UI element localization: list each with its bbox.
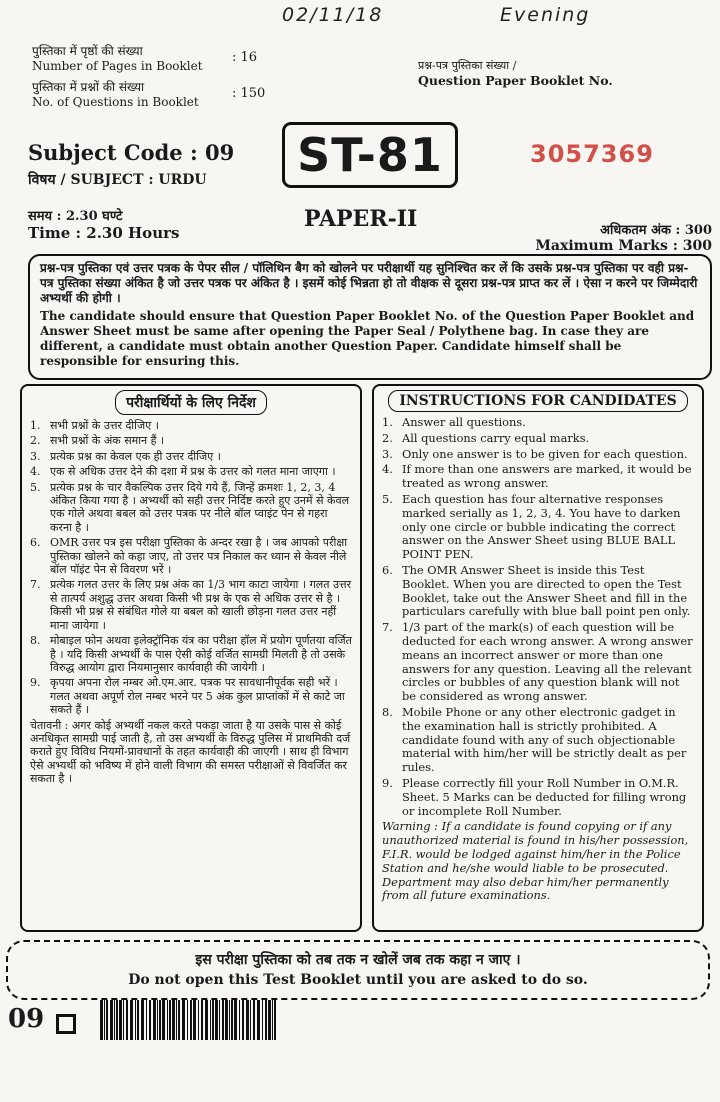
english-instruction-item-text: Only one answer is to be given for each question. xyxy=(402,446,688,461)
hindi-instruction-item xyxy=(30,450,352,463)
english-instruction-item-text: Mobile Phone or any other electronic gadget in the examination hall is strictly prohibited. A candidate found with any of such objectionable material with him/her will be strictly dealt as per rules. xyxy=(402,704,687,775)
hindi-instruction-item-number: 2. xyxy=(30,434,41,448)
questions-label-hi: पुस्तिका में प्रश्नों की संख्या xyxy=(32,80,145,94)
english-instructions-list xyxy=(382,416,694,818)
booklet-code: ST-81 xyxy=(282,122,458,188)
english-instruction-item-text: Please correctly fill your Roll Number in O.M.R. Sheet. 5 Marks can be deducted for filling wrong or incomplete Roll Number. xyxy=(402,775,687,818)
marks-hi: अधिकतम अंक : 300 xyxy=(600,223,712,238)
do-not-open-hi: इस परीक्षा पुस्तिका को तब तक न खोलें जब तक कहा न जाए । xyxy=(195,952,521,968)
english-instruction-item xyxy=(382,706,694,775)
hindi-instruction-item xyxy=(30,465,352,478)
english-instruction-item xyxy=(382,463,694,491)
hindi-instruction-item-number: 4. xyxy=(30,465,41,479)
hindi-instruction-item-number: 6. xyxy=(30,536,41,550)
hindi-instruction-item-text: प्रत्येक प्रश्न के चार वैकल्पिक उत्तर दिये गये हैं, जिन्हें क्रमशः 1, 2, 3, 4 अंकित किया गया है । अभ्यर्थी को सही उत्तर निर्दिष्ट करते हुए उनमें से केवल एक गोले अथवा बबल को उत्तर पत्रक पर नीले बॉल प्वाइंट पेन से गहरा करना है । xyxy=(50,480,350,534)
subject-code: Subject Code : 09 xyxy=(28,140,235,165)
english-instruction-item xyxy=(382,416,694,430)
hindi-instruction-item-number: 1. xyxy=(30,419,41,432)
hindi-instruction-item xyxy=(30,434,352,447)
english-instruction-item-number: 5. xyxy=(382,491,393,506)
hindi-instruction-item xyxy=(30,481,352,535)
booklet-verification-notice xyxy=(28,254,712,380)
hindi-instruction-item xyxy=(30,578,352,632)
time-hi: समय : 2.30 घण्टे xyxy=(28,209,123,224)
hindi-warning: चेतावनी : अगर कोई अभ्यर्थी नकल करते पकड़ा जाता है या उसके पास से कोई अनधिकृत सामग्री पाई जाती है, तो उस अभ्यर्थी के विरुद्ध पुलिस में प्राथमिकी दर्ज कराते हुए विविध नियमों-प्रावधानों के तहत कार्यवाही की जाएगी । साथ ही विभाग ऐसे अभ्यर्थी को भविष्य में होने वाली विभाग की समस्त परीक्षाओं से विवर्जित कर सकता है । xyxy=(30,718,351,786)
hindi-instruction-item-text: प्रत्येक प्रश्न का केवल एक ही उत्तर दीजिए । xyxy=(50,449,221,463)
hindi-instruction-item xyxy=(30,676,352,716)
english-instruction-item-number: 6. xyxy=(382,562,393,577)
english-instruction-item xyxy=(382,777,694,818)
booklet-number-label xyxy=(418,58,613,88)
hindi-instruction-item-number: 3. xyxy=(30,449,41,463)
english-instruction-item-number: 9. xyxy=(382,775,393,790)
do-not-open-notice xyxy=(6,940,710,1000)
hindi-instruction-item-number: 9. xyxy=(30,676,41,690)
booklet-info xyxy=(32,44,272,110)
hindi-instruction-item-text: OMR उत्तर पत्र इस परीक्षा पुस्तिका के अन्दर रखा है । जब आपको परीक्षा पुस्तिका खोलने को कहा जाए, तो उत्तर पत्र निकाल कर ध्यान से केवल नीले बॉल पॉइंट पेन से विवरण भरें । xyxy=(50,536,348,577)
english-instructions-panel xyxy=(372,384,704,932)
hindi-instruction-item-number: 7. xyxy=(30,578,41,592)
barcode-icon xyxy=(100,1000,280,1040)
english-instruction-item xyxy=(382,432,694,446)
english-instruction-item xyxy=(382,448,694,462)
hindi-instruction-item xyxy=(30,634,352,674)
questions-label-en: No. of Questions in Booklet xyxy=(32,95,199,109)
hindi-instruction-item-text: सभी प्रश्नों के उत्तर दीजिए । xyxy=(50,419,159,432)
pages-label-en: Number of Pages in Booklet xyxy=(32,59,203,73)
paper-title: PAPER-II xyxy=(304,206,418,232)
english-instruction-item-text: If more than one answers are marked, it would be treated as wrong answer. xyxy=(402,462,692,491)
english-instruction-item-number: 4. xyxy=(382,462,393,477)
hindi-instruction-item-number: 8. xyxy=(30,634,41,648)
english-instruction-item-number: 2. xyxy=(382,430,393,445)
checkbox-icon xyxy=(56,1014,76,1034)
english-instruction-item xyxy=(382,564,694,619)
notice-en: The candidate should ensure that Question Paper Booklet No. of the Question Paper Booklet and Answer Sheet must be same after opening the Paper Seal / Polythene bag. In case they are different, a candidate must obtain another Question Paper. Candidate himself shall be responsible for ensuring this. xyxy=(40,309,695,368)
english-instruction-item-text: Answer all questions. xyxy=(402,415,526,429)
handwritten-session: Evening xyxy=(500,4,591,26)
english-warning: Warning : If a candidate is found copying or if any unauthorized material is found in his/her possession, F.I.R. would be lodged against him/her in the Police Station and he/she would liable to be prosecuted. Department may also debar him/her permanently from all future examinations. xyxy=(382,819,689,903)
marks-en: Maximum Marks : 300 xyxy=(535,238,712,254)
handwritten-date: 02/11/18 xyxy=(282,4,384,26)
english-instruction-item-number: 8. xyxy=(382,704,393,719)
english-instruction-item-text: 1/3 part of the mark(s) of each question will be deducted for each wrong answer. A wrong answer means an incorrect answer or more than one answers for any question. Leaving all the relevant circles or bubbles of any question blank will not be considered as wrong answer. xyxy=(402,620,693,704)
pages-label-hi: पुस्तिका में पृष्ठों की संख्या xyxy=(32,44,143,58)
time-en: Time : 2.30 Hours xyxy=(28,224,180,242)
serial-number: 3057369 xyxy=(530,140,654,168)
footer-code: 09 xyxy=(8,1004,45,1034)
english-instructions-title: INSTRUCTIONS FOR CANDIDATES xyxy=(388,390,687,412)
hindi-instruction-item-text: कृपया अपना रोल नम्बर ओ.एम.आर. पत्रक पर सावधानीपूर्वक सही भरें । गलत अथवा अपूर्ण रोल नम्बर भरने पर 5 अंक कुल प्राप्तांकों में से काटे जा सकते हैं । xyxy=(50,676,345,717)
english-instruction-item-text: All questions carry equal marks. xyxy=(402,430,590,445)
booklet-number-label-hi: प्रश्न-पत्र पुस्तिका संख्या / xyxy=(418,59,517,72)
pages-value: : 16 xyxy=(232,50,258,65)
english-instruction-item-text: Each question has four alternative responses marked serially as 1, 2, 3, 4. You have to darken only one circle or bubble indicating the correct answer on the Answer Sheet using BLUE BALL POINT PEN. xyxy=(402,491,681,562)
booklet-number-label-en: Question Paper Booklet No. xyxy=(418,73,613,88)
hindi-instruction-item-text: प्रत्येक गलत उत्तर के लिए प्रश्न अंक का 1/3 भाग काटा जायेगा । गलत उत्तर से तात्पर्य अशुद्ध उत्तर अथवा किसी भी प्रश्न के एक से अधिक उत्तर से है । किसी भी प्रश्न से संबंधित गोले या बबल को खाली छोड़ना गलत उत्तर नहीं माना जायेगा । xyxy=(50,578,352,632)
hindi-instruction-item-text: सभी प्रश्नों के अंक समान हैं । xyxy=(50,434,165,448)
hindi-instructions-list xyxy=(30,419,352,717)
english-instruction-item-text: The OMR Answer Sheet is inside this Test Booklet. When you are directed to open the Test Booklet, take out the Answer Sheet and fill in the particulars carefully with blue ball point pen only. xyxy=(402,562,691,619)
hindi-instructions-title: परीक्षार्थियों के लिए निर्देश xyxy=(115,390,267,415)
english-instruction-item xyxy=(382,493,694,562)
hindi-instruction-item-text: एक से अधिक उत्तर देने की दशा में प्रश्न के उत्तर को गलत माना जाएगा । xyxy=(50,465,336,479)
do-not-open-en: Do not open this Test Booklet until you are asked to do so. xyxy=(128,972,588,988)
english-instruction-item-number: 3. xyxy=(382,446,393,461)
hindi-instruction-item-number: 5. xyxy=(30,480,41,494)
hindi-instruction-item xyxy=(30,419,352,432)
subject-name: विषय / SUBJECT : URDU xyxy=(28,172,207,188)
questions-value: : 150 xyxy=(232,86,266,101)
hindi-instruction-item-text: मोबाइल फोन अथवा इलेक्ट्रॉनिक यंत्र का परीक्षा हॉल में प्रयोग पूर्णतया वर्जित है । यदि किसी अभ्यर्थी के पास ऐसी कोई वर्जित सामग्री मिलती है तो उसके विरुद्ध आयोग द्वारा नियमानुसार कार्यवाही की जायेगी । xyxy=(50,634,352,674)
english-instruction-item-number: 1. xyxy=(382,415,393,429)
english-instruction-item-number: 7. xyxy=(382,620,393,635)
hindi-instruction-item xyxy=(30,536,352,576)
hindi-instructions-panel xyxy=(20,384,362,932)
english-instruction-item xyxy=(382,621,694,704)
notice-hi: प्रश्न-पत्र पुस्तिका एवं उत्तर पत्रक के पेपर सील / पॉलिथिन बैग को खोलने पर परीक्षार्थी यह सुनिश्चित कर लें कि उसके प्रश्न-पत्र पुस्तिका पर वही प्रश्न-पत्र पुस्तिका संख्या अंकित है जो उत्तर पत्रक पर अंकित है । इसमें कोई भिन्नता हो तो वीक्षक से दूसरा प्रश्न-पत्र प्राप्त कर लें । ऐसा न करने पर जिम्मेदारी अभ्यर्थी की होगी । xyxy=(40,261,698,305)
